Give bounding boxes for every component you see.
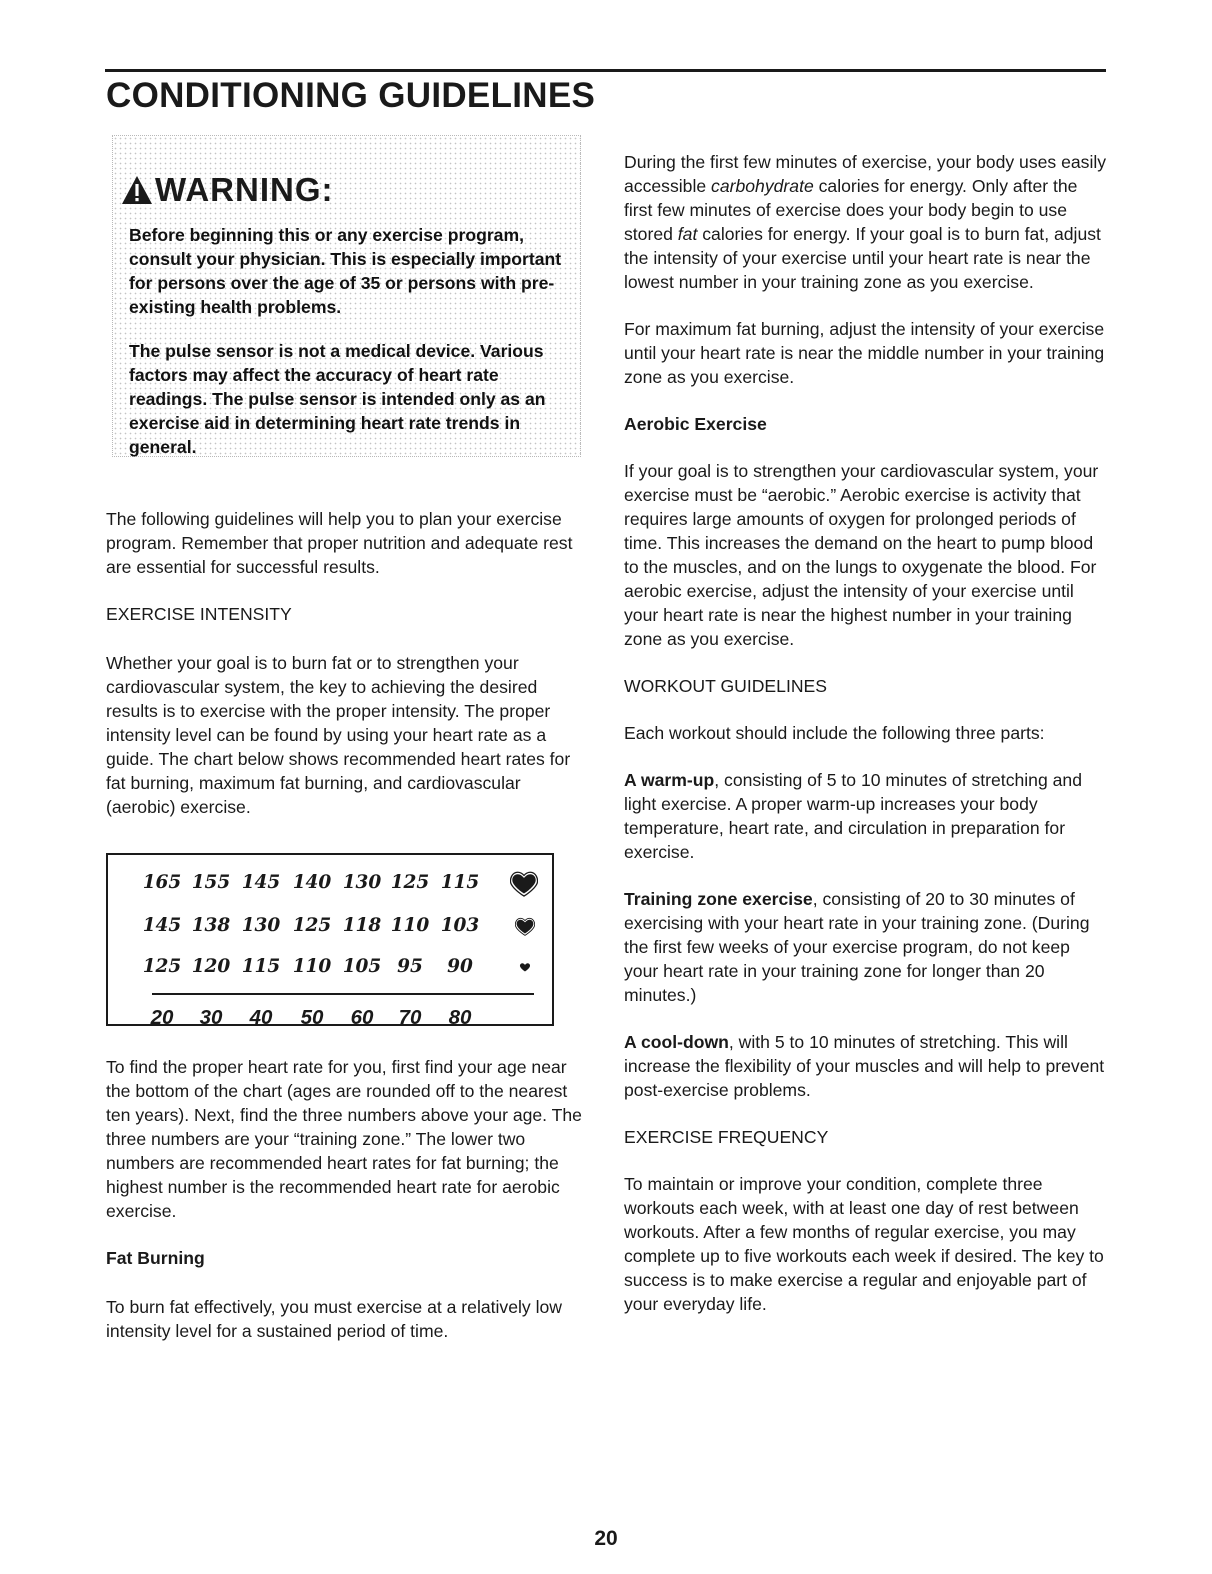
exercise-frequency-paragraph: To maintain or improve your condition, complete three workouts each week, with at least one day of rest between workouts. After a few months of regular exercise, you may complete up to five workouts each week if desired. The key to success is to make exercise a regular and enjoyable part of your everyday life. [624,1174,1104,1314]
age-value: 80 [448,1006,472,1029]
carbohydrate-paragraph [624,150,1109,294]
training-zone-paragraph [624,887,1109,1007]
warning-text-physician: Before beginning this or any exercise program, consult your physician. This is especially important for persons over the age of 35 or persons with pre-existing health problems. [129,225,562,317]
chart-divider [152,993,534,995]
fat-burning-heading: Fat Burning [106,1248,205,1268]
heart-rate-value: 125 [390,872,430,893]
exercise-intensity-heading: EXERCISE INTENSITY [106,604,292,624]
age-value: 20 [150,1006,174,1029]
heart-rate-value: 95 [397,956,423,977]
age-value: 40 [249,1006,273,1029]
warm-up-text: , consisting of 5 to 10 minutes of stretching and light exercise. A proper warm-up increases your body temperature, heart rate, and circulation in preparation for exercise. [624,770,1082,862]
warning-text-pulse-sensor: The pulse sensor is not a medical device. Various factors may affect the accuracy of heart rate readings. The pulse sensor is intended only as an exercise aid in determining heart rate trends in general. [129,341,546,457]
heart-rate-value: 155 [191,872,231,893]
exercise-intensity-paragraph: Whether your goal is to burn fat or to strengthen your cardiovascular system, the key to achieving the desired results is to exercise with the proper intensity. The proper intensity level can be found by using your heart rate as a guide. The chart below shows recommended heart rates for fat burning, maximum fat burning, and cardiovascular (aerobic) exercise. [106,653,571,817]
heart-rate-value: 140 [292,872,332,893]
workout-guidelines-heading: WORKOUT GUIDELINES [624,676,828,696]
cool-down-text: , with 5 to 10 minutes of stretching. This will increase the flexibility of your muscles and will help to prevent post-exercise problems. [624,1032,1105,1100]
page-number: 20 [594,1527,618,1550]
aerobic-paragraph: If your goal is to strengthen your cardiovascular system, your exercise must be “aerobic.” Aerobic exercise is activity that requires large amounts of oxygen for prolonged periods of time. This increases the demand on the heart to pump blood to the muscles, and on the lungs to oxygenate the blood. For aerobic exercise, adjust the intensity of your exercise until your heart rate is near the highest number in your training zone as you exercise. [624,461,1099,649]
find-heart-rate-paragraph: To find the proper heart rate for you, first find your age near the bottom of the chart (ages are rounded off to the nearest ten years). Next, find the three numbers above your age. The three numbers are your “training zone.” The lower two numbers are recommended heart rates for fat burning; the highest number is the recommended heart rate for aerobic exercise. [106,1057,582,1221]
warm-up-paragraph [624,768,1109,864]
age-value: 50 [300,1006,324,1029]
heart-rate-value: 118 [342,915,382,936]
heart-rate-value: 103 [440,915,480,936]
carbohydrate-text: During the first few minutes of exercise, your body uses easily accessible carbohydrate calories for energy. Only after the first few minutes of exercise does your body begin to use stored fat calories for energy. If your goal is to burn fat, adjust the intensity of your exercise until your heart rate is near the lowest number in your training zone as you exercise. [624,152,1107,292]
warning-title: WARNING: [155,171,334,208]
page-title: CONDITIONING GUIDELINES [106,76,596,115]
heart-rate-value: 125 [142,956,182,977]
heart-medium-icon [515,916,535,936]
heart-rate-value: 115 [241,956,281,977]
heart-rate-value: 90 [447,956,473,977]
warning-header [121,170,333,210]
emphasis-fat: fat [677,224,698,244]
cool-down-lead: A cool-down [624,1032,729,1052]
heart-rate-value: 120 [191,956,231,977]
heart-rate-value: 105 [342,956,382,977]
age-value: 70 [398,1006,422,1029]
heart-rate-value: 138 [191,915,231,936]
training-zone-lead: Training zone exercise [624,889,813,909]
exercise-frequency-heading: EXERCISE FREQUENCY [624,1127,829,1147]
fat-burning-paragraph: To burn fat effectively, you must exercise at a relatively low intensity level for a sustained period of time. [106,1297,563,1341]
heart-rate-value: 110 [292,956,332,977]
workout-intro: Each workout should include the following three parts: [624,723,1045,743]
aerobic-heading: Aerobic Exercise [624,414,767,434]
heart-large-icon [510,869,538,897]
heart-rate-value: 165 [142,872,182,893]
left-column [106,135,591,1343]
warning-box [112,135,581,457]
right-column [624,150,1109,1316]
heart-rate-value: 130 [342,872,382,893]
heart-rate-value: 130 [241,915,281,936]
age-value: 60 [350,1006,374,1029]
heart-rate-value: 115 [440,872,480,893]
age-value: 30 [199,1006,223,1029]
cool-down-paragraph [624,1030,1109,1102]
emphasis-carbohydrate: carbohydrate [711,176,814,196]
heart-rate-value: 145 [241,872,281,893]
heart-rate-value: 145 [142,915,182,936]
warning-triangle-icon [121,175,153,205]
maximum-fat-burning-paragraph: For maximum fat burning, adjust the intensity of your exercise until your heart rate is near the middle number in your training zone as you exercise. [624,319,1105,387]
warm-up-lead: A warm-up [624,770,715,790]
training-zone-text: , consisting of 20 to 30 minutes of exercising with your heart rate in your training zone. (During the first few weeks of your exercise program, do not keep your heart rate in your training zone for longer than 20 minutes.) [624,889,1090,1005]
heart-rate-chart [106,853,554,1029]
heart-rate-value: 110 [390,915,430,936]
heart-small-icon [519,961,531,973]
intro-paragraph: The following guidelines will help you to plan your exercise program. Remember that proper nutrition and adequate rest are essential for successful results. [106,509,573,577]
heart-rate-value: 125 [292,915,332,936]
